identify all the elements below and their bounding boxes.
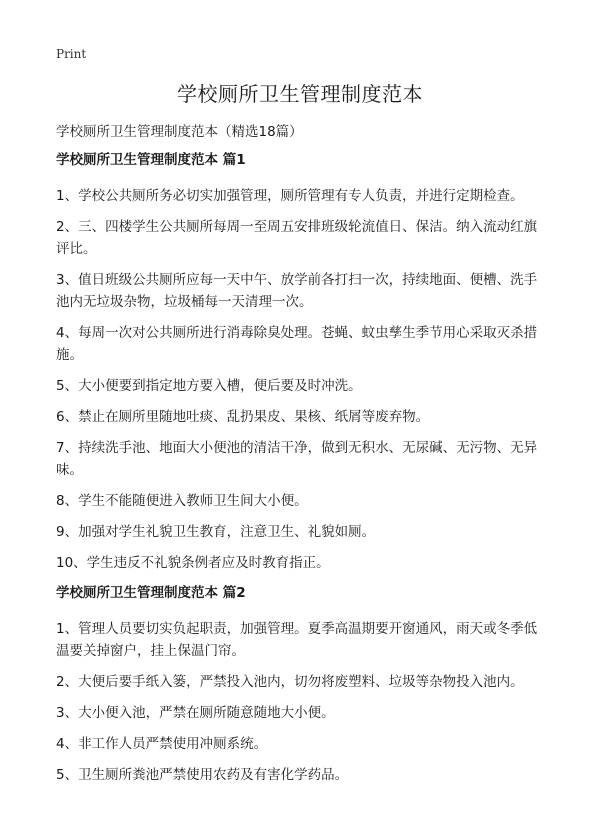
list-item: 6、禁止在厕所里随地吐痰、乱扔果皮、果核、纸屑等废弃物。 — [56, 409, 430, 425]
list-item: 1、管理人员要切实负起职责，加强管理。夏季高温期要开窗通风，雨天或冬季低温要关掉窗户，挂上保温门帘。 — [56, 621, 538, 659]
list-item: 7、持续洗手池、地面大小便池的清洁干净，做到无积水、无尿碱、无污物、无异味。 — [56, 440, 538, 478]
list-item: 3、值日班级公共厕所应每一天中午、放学前各打扫一次，持续地面、便槽、洗手池内无垃圾杂物，垃圾桶每一天清理一次。 — [56, 272, 538, 310]
document-title: 学校厕所卫生管理制度范本 — [177, 82, 423, 106]
list-item: 3、大小便入池，严禁在厕所随意随地大小便。 — [56, 705, 335, 721]
document-content — [56, 150, 548, 795]
section-title: 学校厕所卫生管理制度范本 篇1 — [56, 152, 246, 168]
list-item: 8、学生不能随便进入教师卫生间大小便。 — [56, 493, 308, 509]
list-item: 4、非工作人员严禁使用冲厕系统。 — [56, 736, 268, 752]
list-item: 5、大小便要到指定地方要入槽，便后要及时冲洗。 — [56, 378, 362, 394]
print-link[interactable]: Print — [56, 47, 87, 61]
list-item: 1、学校公共厕所务必切实加强管理，厕所管理有专人负责，并进行定期检查。 — [56, 188, 524, 204]
section-1 — [56, 150, 548, 574]
list-item: 4、每周一次对公共厕所进行消毒除臭处理。苍蝇、蚊虫孳生季节用心采取灭杀措施。 — [56, 325, 538, 363]
list-item: 2、大便后要手纸入篓，严禁投入池内，切勿将废塑料、垃圾等杂物投入池内。 — [56, 674, 524, 690]
list-item: 2、三、四楼学生公共厕所每周一至周五安排班级轮流值日、保洁。纳入流动红旗评比。 — [56, 219, 538, 257]
section-title: 学校厕所卫生管理制度范本 篇2 — [56, 585, 246, 601]
list-item: 5、卫生厕所粪池严禁使用农药及有害化学药品。 — [56, 767, 349, 783]
list-item: 9、加强对学生礼貌卫生教育，注意卫生、礼貌如厕。 — [56, 524, 376, 540]
section-2 — [56, 583, 548, 786]
document-subtitle: 学校厕所卫生管理制度范本（精选18篇） — [56, 124, 303, 140]
list-item: 10、学生违反不礼貌条例者应及时教育指正。 — [56, 555, 330, 571]
